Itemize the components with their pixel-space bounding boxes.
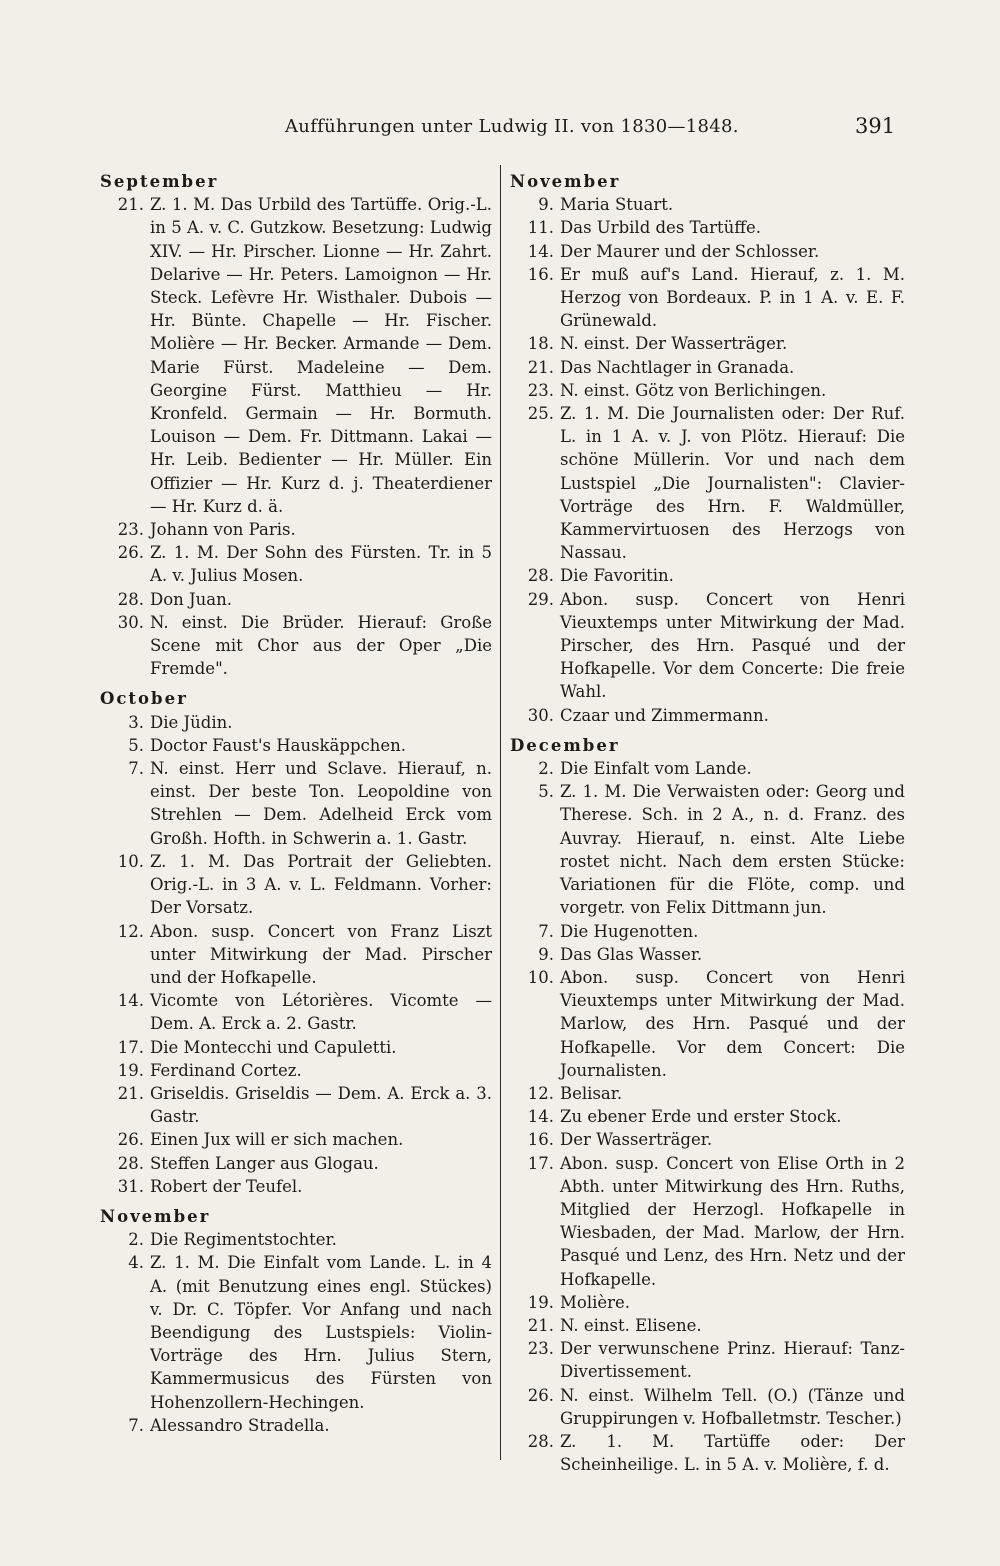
entry-text: Abon. susp. Concert von Henri Vieuxtemps unter Mitwirkung der Mad. Marlow, des Hrn. Pasqué und der Hofkapelle. Vor dem Concert: Die Journalisten. xyxy=(560,967,905,1080)
performance-entry xyxy=(510,240,905,263)
entry-text: Die Hugenotten. xyxy=(560,921,699,941)
entry-day: 23. xyxy=(117,520,144,540)
entry-day: 14. xyxy=(527,241,554,261)
entry-day: 23. xyxy=(527,1339,554,1359)
entry-text: Das Glas Wasser. xyxy=(560,944,703,964)
page-number: 391 xyxy=(855,114,896,138)
performance-entry xyxy=(100,1251,492,1413)
entry-day: 14. xyxy=(527,1107,554,1127)
performance-entry xyxy=(510,704,905,727)
performance-entry xyxy=(510,757,905,780)
month-heading: September xyxy=(100,172,219,191)
entry-text: Z. 1. M. Die Verwaisten oder: Georg und Therese. Sch. in 2 A., n. d. Franz. des Auvray. Hierauf, n. einst. Alte Liebe rostet nicht. Nach dem ersten Stücke: Variationen für die Flöte, comp. und vorgetr. von Felix Dittmann jun. xyxy=(560,782,905,918)
entry-day: 14. xyxy=(117,991,144,1011)
performance-entry xyxy=(100,588,492,611)
performance-entry xyxy=(510,1291,905,1314)
entry-day: 5. xyxy=(128,735,144,755)
entry-text: Vicomte von Létorières. Vicomte — Dem. A. Erck a. 2. Gastr. xyxy=(150,991,492,1034)
entry-day: 30. xyxy=(117,612,144,632)
entry-day: 16. xyxy=(527,264,554,284)
performance-entry xyxy=(100,541,492,587)
entry-day: 29. xyxy=(527,589,554,609)
performance-entry xyxy=(100,193,492,518)
entry-text: Z. 1. M. Das Urbild des Tartüffe. Orig.-L. in 5 A. v. C. Gutzkow. Besetzung: Ludwig XIV. — Hr. Pirscher. Lionne — Hr. Zahrt. Delarive — Hr. Peters. Lamoignon — Hr. Steck. Lefèvre Hr. Wisthaler. Dubois — Hr. Bünte. Chapelle — Hr. Fischer. Molière — Hr. Becker. Armande — Dem. Marie Fürst. Madeleine — Dem. Georgine Fürst. Matthieu — Hr. Kronfeld. Germain — Hr. Bormuth. Louison — Dem. Fr. Dittmann. Lakai — Hr. Leib. Bedienter — Hr. Müller. Ein Offizier — Hr. Kurz d. j. Theaterdiener — Hr. Kurz d. ä. xyxy=(150,195,492,516)
performance-entry xyxy=(100,1036,492,1059)
performance-entry xyxy=(100,734,492,757)
entry-day: 21. xyxy=(117,1083,144,1103)
performance-entry xyxy=(100,1228,492,1251)
performance-entry xyxy=(510,564,905,587)
performance-entry xyxy=(510,1337,905,1383)
entry-text: Robert der Teufel. xyxy=(150,1176,303,1196)
performance-entry xyxy=(510,1152,905,1291)
entry-text: Z. 1. M. Die Journalisten oder: Der Ruf. L. in 1 A. v. J. von Plötz. Hierauf: Die schöne Müllerin. Vor und nach dem Lustspiel „Die Journalisten": Clavier-Vorträge des Hrn. F. Waldmüller, Kammervirtuosen des Herzogs von Nassau. xyxy=(560,404,905,563)
entry-text: Er muß auf's Land. Hierauf, z. 1. M. Herzog von Bordeaux. P. in 1 A. v. E. F. Grünewald. xyxy=(560,264,905,331)
performance-entry xyxy=(510,216,905,239)
entry-text: N. einst. Elisene. xyxy=(560,1315,702,1335)
entry-text: Der Maurer und der Schlosser. xyxy=(560,241,820,261)
entry-text: Der Wasserträger. xyxy=(560,1130,713,1150)
entry-text: Die Regimentstochter. xyxy=(150,1230,337,1250)
entry-day: 11. xyxy=(527,218,554,238)
performance-entry xyxy=(100,920,492,990)
entry-text: N. einst. Der Wasserträger. xyxy=(560,334,788,354)
entry-text: Alessandro Stradella. xyxy=(150,1415,330,1435)
entry-day: 21. xyxy=(117,195,144,215)
entry-day: 17. xyxy=(117,1037,144,1057)
entry-day: 26. xyxy=(117,1130,144,1150)
performance-entry xyxy=(510,1314,905,1337)
entry-text: Johann von Paris. xyxy=(150,520,296,540)
entry-day: 2. xyxy=(128,1230,144,1250)
performance-entry xyxy=(510,402,905,564)
entry-text: Ferdinand Cortez. xyxy=(150,1060,302,1080)
month-heading: October xyxy=(100,689,188,709)
entry-text: Czaar und Zimmermann. xyxy=(560,705,769,725)
entry-day: 12. xyxy=(527,1083,554,1103)
entry-text: Z. 1. M. Tartüffe oder: Der Scheinheilige. L. in 5 A. v. Molière, f. d. xyxy=(560,1431,905,1475)
entry-day: 21. xyxy=(527,357,554,377)
performance-entry xyxy=(100,518,492,541)
entry-text: Molière. xyxy=(560,1292,631,1312)
entry-text: Maria Stuart. xyxy=(560,195,674,215)
entry-text: Griseldis. Griseldis — Dem. A. Erck a. 3. Gastr. xyxy=(150,1083,492,1127)
entry-day: 9. xyxy=(538,944,554,964)
entry-day: 10. xyxy=(117,851,144,871)
entry-day: 4. xyxy=(128,1253,144,1273)
entry-text: Abon. susp. Concert von Elise Orth in 2 Abth. unter Mitwirkung des Hrn. Ruths, Mitglied der Herzogl. Hofkapelle in Wiesbaden, der Mad. Marlow, der Hrn. Pasqué und Lenz, des Hrn. Netz und der Hofkapelle. xyxy=(560,1153,905,1289)
performance-entry xyxy=(100,1082,492,1128)
performance-entry xyxy=(510,193,905,216)
performance-entry xyxy=(100,1152,492,1175)
entry-day: 31. xyxy=(117,1176,144,1196)
entry-day: 7. xyxy=(128,1415,144,1435)
entry-day: 16. xyxy=(527,1130,554,1150)
entry-text: Die Einfalt vom Lande. xyxy=(560,759,752,779)
entry-day: 18. xyxy=(527,334,554,354)
performance-entry xyxy=(100,757,492,850)
performance-entry xyxy=(510,1430,905,1476)
performance-entry xyxy=(510,263,905,333)
entry-day: 5. xyxy=(538,782,554,802)
entry-text: Einen Jux will er sich machen. xyxy=(150,1130,404,1150)
entry-text: Abon. susp. Concert von Franz Liszt unter Mitwirkung der Mad. Pirscher und der Hofkapelle. xyxy=(150,921,492,987)
entry-day: 28. xyxy=(117,589,144,609)
performance-entry xyxy=(510,943,905,966)
performance-entry xyxy=(510,588,905,704)
performance-entry xyxy=(100,1059,492,1082)
entry-text: Z. 1. M. Der Sohn des Fürsten. Tr. in 5 A. v. Julius Mosen. xyxy=(150,543,492,586)
running-title: Aufführungen unter Ludwig II. von 1830—1848. xyxy=(285,116,739,137)
month-heading: November xyxy=(510,172,621,191)
entry-text: Die Favoritin. xyxy=(560,566,674,586)
performance-entry xyxy=(510,1082,905,1105)
entry-text: Steffen Langer aus Glogau. xyxy=(150,1153,379,1173)
entry-text: Der verwunschene Prinz. Hierauf: Tanz-Divertissement. xyxy=(560,1339,905,1382)
entry-text: Das Urbild des Tartüffe. xyxy=(560,218,761,238)
performance-entry xyxy=(510,379,905,402)
entry-text: N. einst. Die Brüder. Hierauf: Große Scene mit Chor aus der Oper „Die Fremde". xyxy=(150,612,492,679)
entry-text: Z. 1. M. Die Einfalt vom Lande. L. in 4 A. (mit Benutzung eines engl. Stückes) v. Dr. C. Töpfer. Vor Anfang und nach Beendigung des Lustspiels: Violin-Vorträge des Hrn. Julius Stern, Kammermusicus des Fürsten von Hohenzollern-Hechingen. xyxy=(150,1253,492,1412)
entry-text: N. einst. Herr und Sclave. Hierauf, n. einst. Der beste Ton. Leopoldine von Strehlen — Dem. Adelheid Erck vom Großh. Hofth. in Schwerin a. 1. Gastr. xyxy=(150,759,492,848)
entry-text: Zu ebener Erde und erster Stock. xyxy=(560,1107,842,1127)
entry-text: Das Nachtlager in Granada. xyxy=(560,357,795,377)
entry-day: 12. xyxy=(117,921,144,941)
performance-entry xyxy=(510,332,905,355)
performance-entry xyxy=(100,1128,492,1151)
performance-entry xyxy=(510,1128,905,1151)
entry-day: 3. xyxy=(128,712,144,732)
entry-day: 19. xyxy=(117,1060,144,1080)
entry-day: 26. xyxy=(527,1385,554,1405)
entry-day: 26. xyxy=(117,543,144,563)
month-heading: December xyxy=(510,735,620,755)
entry-day: 10. xyxy=(527,967,554,987)
entry-day: 30. xyxy=(527,705,554,725)
performance-entry xyxy=(100,989,492,1035)
performance-entry xyxy=(510,780,905,919)
entry-day: 17. xyxy=(527,1153,554,1173)
performance-entry xyxy=(510,1384,905,1430)
entry-day: 21. xyxy=(527,1315,554,1335)
entry-day: 9. xyxy=(538,195,554,215)
entry-text: Doctor Faust's Hauskäppchen. xyxy=(150,735,407,755)
performance-entry xyxy=(510,920,905,943)
performance-entry xyxy=(100,1175,492,1198)
performance-entry xyxy=(100,1414,492,1437)
entry-text: Die Montecchi und Capuletti. xyxy=(150,1037,397,1057)
entry-text: Don Juan. xyxy=(150,589,232,609)
entry-text: N. einst. Götz von Berlichingen. xyxy=(560,380,827,400)
entry-day: 7. xyxy=(538,921,554,941)
entry-day: 2. xyxy=(538,759,554,779)
entry-day: 28. xyxy=(527,1431,554,1451)
left-column xyxy=(100,170,492,1437)
entry-day: 28. xyxy=(527,566,554,586)
entry-text: Die Jüdin. xyxy=(150,712,233,732)
entry-day: 19. xyxy=(527,1292,554,1312)
right-column xyxy=(510,170,905,1476)
entry-text: N. einst. Wilhelm Tell. (O.) (Tänze und Gruppirungen v. Hofballetmstr. Tescher.) xyxy=(560,1385,905,1428)
entry-day: 28. xyxy=(117,1153,144,1173)
performance-entry xyxy=(510,966,905,1082)
month-heading: November xyxy=(100,1206,211,1226)
entry-text: Belisar. xyxy=(560,1083,623,1103)
performance-entry xyxy=(100,850,492,920)
entry-text: Z. 1. M. Das Portrait der Geliebten. Orig.-L. in 3 A. v. L. Feldmann. Vorher: Der Vorsatz. xyxy=(150,851,492,918)
entry-day: 25. xyxy=(527,404,554,424)
performance-entry xyxy=(510,1105,905,1128)
entry-day: 7. xyxy=(128,759,144,779)
entry-text: Abon. susp. Concert von Henri Vieuxtemps unter Mitwirkung der Mad. Pirscher, des Hrn. Pasqué und der Hofkapelle. Vor dem Concerte: Die freie Wahl. xyxy=(560,589,905,702)
performance-entry xyxy=(510,356,905,379)
performance-entry xyxy=(100,611,492,681)
performance-entry xyxy=(100,711,492,734)
entry-day: 23. xyxy=(527,380,554,400)
column-divider xyxy=(500,165,501,1460)
